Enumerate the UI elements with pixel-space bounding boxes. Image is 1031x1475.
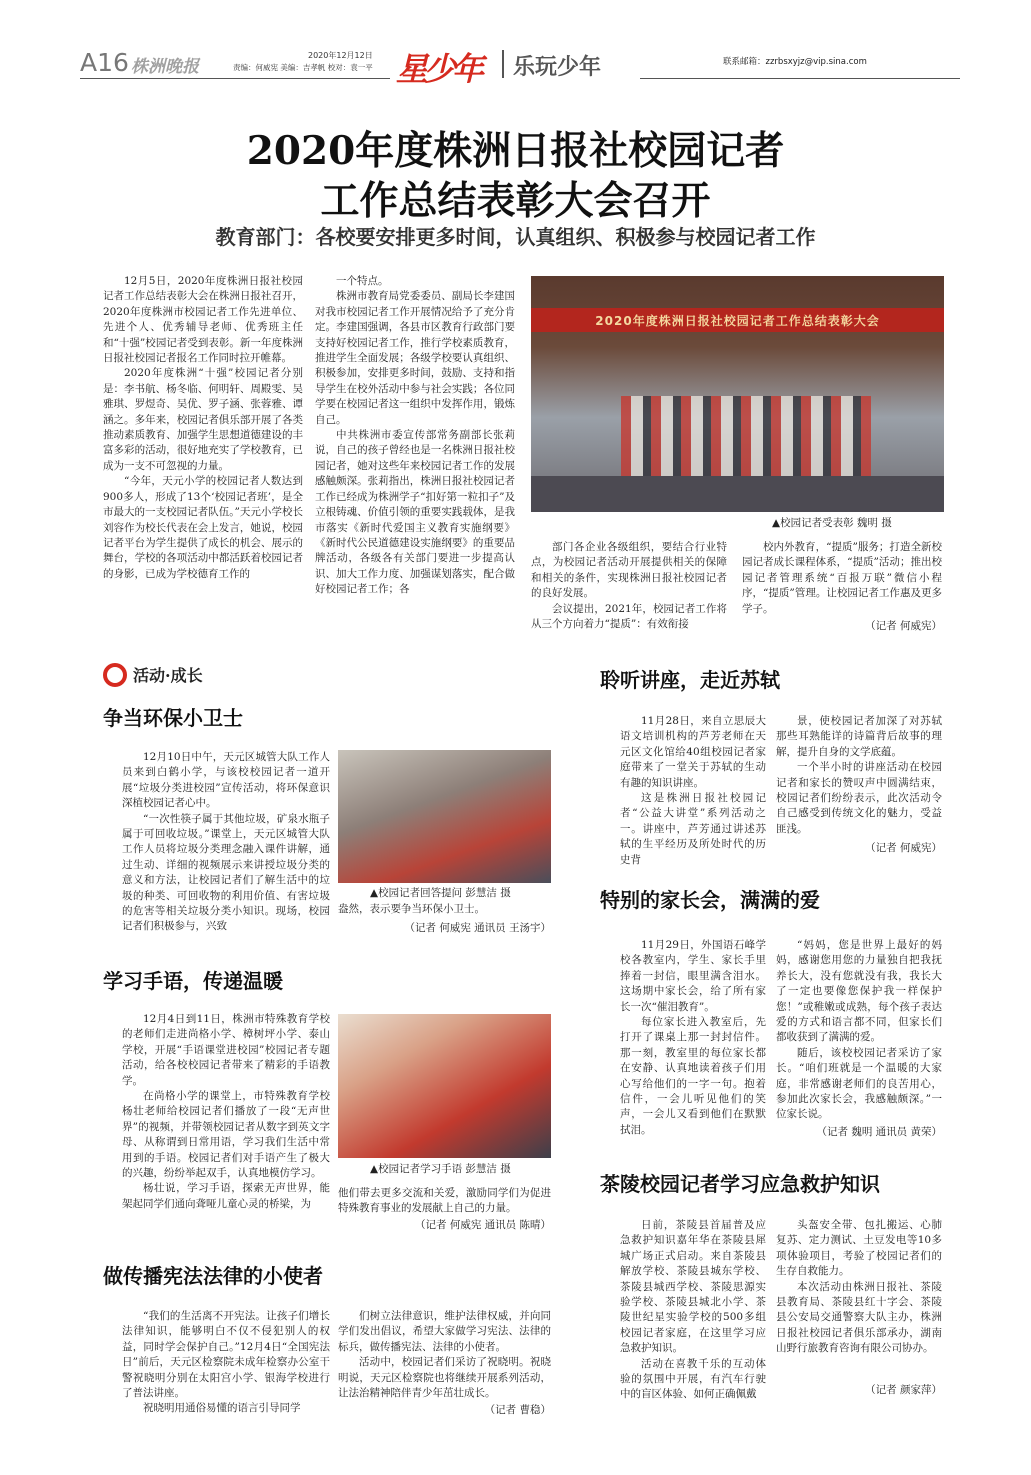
- main-signature: （记者 何威宪）: [865, 620, 942, 632]
- contact-email: 联系邮箱：zzrbsxyjz@vip.sina.com: [723, 57, 867, 67]
- award-ceremony-photo: [531, 276, 944, 512]
- main-article-col2: [315, 274, 515, 598]
- article-body-parents-col2: [776, 938, 942, 1123]
- paragraph: 盎然，表示要争当环保小卫士。: [338, 903, 485, 915]
- main-article-col4: [742, 540, 942, 617]
- page-header: [0, 0, 1031, 88]
- paragraph: 2020年度株洲“十强”校园记者分别是：李书航、杨冬临、何明轩、周殿雯、吴雅琪、罗煜奇、吴优、罗子涵、张蓉雅、谭涵之。多年来，校园记者俱乐部开展了各类推动素质教育、加强学生思想道德建设的丰富多彩的活动，很好地充实了学校教育，已成为一支不可忽视的力量。: [103, 367, 303, 472]
- article-title-eco: 争当环保小卫士: [103, 706, 243, 730]
- paragraph: “我们的生活离不开宪法。让孩子们增长法律知识，能够明白不仅不侵犯别人的权益，同时学会保护自己。”12月4日“全国宪法日”前后，天元区检察院未成年检察办公室干警祝晓明分别在太阳宫小学、银海学校进行了普法讲座。: [122, 1310, 330, 1400]
- eco-tail: [338, 902, 551, 917]
- paragraph: 11月29日，外国语石峰学校各教室内，学生、家长手里捧着一封信，眼里满含泪水。这场期中家长会，给了所有家长一次“催泪教育”。: [620, 939, 766, 1013]
- paragraph: 一个半小时的讲座活动在校园记者和家长的赞叹声中圆满结束，校园记者们纷纷表示，此次活动令自己感受到传统文化的魅力，受益匪浅。: [776, 761, 942, 835]
- eco-photo-caption: ▲校园记者回答提问 彭慧洁 摄: [370, 887, 511, 899]
- signlang-signature: （记者 何威宪 通讯员 陈晴）: [414, 1219, 551, 1231]
- header-rule: [80, 78, 390, 79]
- section-badge-label: 活动·成长: [133, 666, 203, 685]
- paragraph: 株洲市教育局党委委员、副局长李建国对我市校园记者工作开展情况给予了充分肯定。李建国强调，各县市区教育行政部门要支持好校园记者工作，推行学校素质教育，推进学生全面发展；各级学校要认真组织、积极参加，安排更多时间，鼓励、支持和指导学生在校外活动中参与社会实践；各位同学要在校园记者这一组织中发挥作用，锻炼自己。: [315, 290, 515, 426]
- page-number: A16: [80, 48, 129, 77]
- constitution-signature: （记者 曹稳）: [484, 1404, 551, 1416]
- article-body-sushi-col2: [776, 714, 942, 837]
- article-title-parents: 特别的家长会，满满的爱: [600, 888, 820, 912]
- section-badge: [103, 662, 283, 688]
- article-body-chaling-col2: [776, 1218, 942, 1357]
- paragraph: 他们带去更多交流和关爱，激励同学们为促进特殊教育事业的发展献上自己的力量。: [338, 1187, 551, 1215]
- paragraph: 活动中，校园记者们采访了祝晓明。祝晓明说，天元区检察院也将继续开展系列活动，让法治精神陪伴青少年茁壮成长。: [338, 1356, 551, 1400]
- paragraph: 12月4日到11日，株洲市特殊教育学校的老师们走进尚格小学、樟树坪小学、泰山学校，开展“手语课堂进校园”校园记者专题活动，给各校校园记者带来了精彩的手语教学。: [122, 1013, 330, 1087]
- paragraph: “今年，天元小学的校园记者人数达到900多人，形成了13个‘校园记者班’，是全市最大的一支校园记者队伍。”天元小学校长刘容作为校长代表在会上发言，她说，校园记者平台为学生提供了成长的机会、展示的舞台，学校的各项活动中都活跃着校园记者的身影，已成为学校德育工作的: [103, 475, 303, 580]
- circle-icon: [103, 663, 127, 687]
- main-title-line1: 2020年度株洲日报社校园记者: [246, 128, 785, 174]
- signlang-tail: [338, 1186, 551, 1217]
- article-body-eco: [122, 750, 330, 935]
- paragraph: 一个特点。: [336, 275, 389, 287]
- paragraph: 活动在喜教千乐的互动体验的氛围中开展，有汽车行驶中的盲区体验、如何正确佩戴: [620, 1357, 766, 1401]
- brand-logo: 星少年: [396, 50, 481, 88]
- paper-name: 株洲晚报: [131, 57, 199, 77]
- award-photo-caption: ▲校园记者受表彰 魏明 摄: [772, 517, 892, 529]
- signlang-photo: [338, 1014, 551, 1158]
- sushi-signature: （记者 何威宪）: [865, 842, 942, 854]
- article-title-chaling: 茶陵校园记者学习应急救护知识: [600, 1172, 880, 1196]
- paragraph: 在尚格小学的课堂上，市特殊教育学校杨壮老师给校园记者们播放了一段“无声世界”的视频，并带领校园记者从数字到英文字母、从称谓到日常用语，学习我们生活中常用到的手语。校园记者们对手语产生了极大的兴趣，纷纷举起双手，认真地模仿学习。: [122, 1090, 330, 1180]
- section-name: 乐玩少年: [513, 55, 602, 80]
- paragraph: 这是株洲日报社校园记者“公益大讲堂”系列活动之一。讲座中，芦芳通过讲述苏轼的生平经历及所处时代的历史背: [620, 792, 766, 866]
- article-body-signlang: [122, 1012, 330, 1212]
- paragraph: 11月28日，来自立思辰大语文培训机构的芦芳老师在天元区文化馆给40组校园记者家庭带来了一堂关于苏轼的生动有趣的知识讲座。: [620, 715, 766, 789]
- article-body-constitution-col1: [122, 1309, 330, 1417]
- article-title-signlang: 学习手语，传递温暖: [103, 969, 283, 993]
- article-title-constitution: 做传播宪法法律的小使者: [103, 1264, 323, 1288]
- paragraph: 景，使校园记者加深了对苏轼那些耳熟能详的诗篇背后故事的理解，提升自身的文学底蕴。: [776, 715, 942, 758]
- header-rule-right: [640, 78, 960, 79]
- paragraph: 随后，该校校园记者采访了家长。“咱们班就是一个温暖的大家庭，非常感谢老师们的良苦用心，参加此次家长会，我感触颇深。”一位家长说。: [776, 1046, 942, 1121]
- paragraph: 杨壮说，学习手语，探索无声世界，能架起同学们通向聋哑儿童心灵的桥梁，为: [122, 1182, 330, 1210]
- header-divider: [502, 50, 504, 78]
- main-title-line2: 工作总结表彰大会召开: [320, 178, 711, 224]
- paragraph: 日前，茶陵县首届普及应急救护知识嘉年华在茶陵县犀城广场正式启动。来自茶陵县解放学校、茶陵县城东学校、茶陵县城西学校、茶陵思源实验学校、茶陵县城北小学、茶陵世纪星实验学校的500多组校园记者家庭，在这里学习应急救护知识。: [620, 1219, 766, 1355]
- main-article-col1: [103, 274, 303, 582]
- paragraph: “一次性筷子属于其他垃圾，矿泉水瓶子属于可回收垃圾。”课堂上，天元区城管大队工作人员将垃圾分类理念融入课件讲解，通过生动、详细的视频展示来讲授垃圾分类的意义和方法，让校园记者们了解生活中的垃圾的种类、可回收物的利用价值、有害垃圾的危害等相关垃圾分类小知识。现场，校园记者们积极参与，兴致: [122, 812, 330, 933]
- paragraph: 们树立法律意识，维护法律权威，并向同学们发出倡议，希望大家做学习宪法、法律的标兵，做传播宪法、法律的小使者。: [338, 1310, 551, 1353]
- paragraph: 12月5日，2020年度株洲日报社校园记者工作总结表彰大会在株洲日报社召开，2020年度株洲市校园记者工作先进单位、先进个人、优秀辅导老师、优秀班主任和“十强”校园记者受到表彰。新一年度株洲日报社校园记者报名工作同时拉开帷幕。: [103, 275, 303, 365]
- paragraph: 头盔安全带、包扎搬运、心肺复苏、定力测试、土豆发电等10多项体验项目，考验了校园记者们的生存自救能力。: [776, 1219, 942, 1278]
- paragraph: 中共株洲市委宣传部常务副部长张莉说，自己的孩子曾经也是一名株洲日报社校园记者，她对这些年来校园记者工作的发展感触颇深。张莉指出，株洲日报社校园记者工作已经成为株洲学子“扣好第一粒扣子”及立根铸魂、价值引领的重要实践载体，是我市落实《新时代爱国主义教育实施纲要》《新时代公民道德建设实施纲要》的重要品牌活动，各级各有关部门要进一步提高认识、加大工作力度、加强谋划落实，配合做好校园记者工作；各: [315, 429, 515, 596]
- article-body-constitution-col2: [338, 1309, 551, 1401]
- issue-date: 2020年12月12日: [308, 51, 373, 60]
- eco-signature: （记者 何威宪 通讯员 王汤宇）: [404, 922, 551, 934]
- paragraph: 校内外教育，“提质”服务；打造全新校园记者成长课程体系，“提质”活动；推出校园记者管理系统“百报万联”微信小程序，“提质”管理。让校园记者工作惠及更多学子。: [742, 541, 942, 615]
- paragraph: 12月10日中午，天元区城管大队工作人员来到白鹤小学，与该校校园记者一道开展“垃圾分类进校园”宣传活动，将环保意识深植校园记者心中。: [122, 751, 330, 810]
- article-body-chaling-col1: [620, 1218, 766, 1403]
- editor-credits: 责编：何威宪 美编：吉孝帆 校对：袁一平: [233, 63, 373, 72]
- paragraph: 祝晓明用通俗易懂的语言引导同学: [143, 1402, 301, 1415]
- paragraph: 部门各企业各级组织，要结合行业特点，为校园记者活动开展提供相关的保障和相关的条件，实现株洲日报社校园记者的良好发展。: [531, 541, 727, 600]
- article-body-sushi-col1: [620, 714, 766, 868]
- paragraph: 会议提出，2021年，校园记者工作将从三个方向着力“提质”：有效衔接: [531, 602, 727, 631]
- article-body-parents-col1: [620, 938, 766, 1138]
- chaling-signature: （记者 颜家萍）: [865, 1384, 942, 1396]
- main-article-col3: [531, 540, 727, 632]
- award-stage-group: [621, 396, 871, 476]
- ceremony-banner-text: 2020年度株洲日报社校园记者工作总结表彰大会: [595, 314, 880, 328]
- article-title-sushi: 聆听讲座，走近苏轼: [600, 668, 780, 692]
- main-subtitle: 教育部门：各校要安排更多时间，认真组织、积极参与校园记者工作: [215, 225, 816, 249]
- stage-floor: [531, 476, 944, 512]
- parents-signature: （记者 魏明 通讯员 黄荣）: [816, 1126, 942, 1138]
- paragraph: “妈妈，您是世界上最好的妈妈，感谢您用您的力量独自把我抚养长大，没有您就没有我，我长大了一定也要像您保护我一样保护您！”或稚嫩或成熟，每个孩子表达爱的方式和语言都不同，但家长们都收获到了满满的爱。: [776, 939, 942, 1044]
- eco-class-photo: [338, 750, 551, 883]
- signlang-photo-caption: ▲校园记者学习手语 彭慧洁 摄: [370, 1163, 511, 1175]
- paragraph: 本次活动由株洲日报社、茶陵县教育局、茶陵县红十字会、茶陵县公安局交通警察大队主办，株洲日报社校园记者俱乐部承办，湖南山野行旅教育咨询有限公司协办。: [776, 1280, 942, 1355]
- paragraph: 每位家长进入教室后，先打开了课桌上那一封封信件。那一刻，教室里的每位家长都在安静、认真地读着孩子们用心写给他们的一字一句。抱着信件，一会儿听见他们的笑声，一会儿又看到他们在默默拭泪。: [620, 1016, 766, 1136]
